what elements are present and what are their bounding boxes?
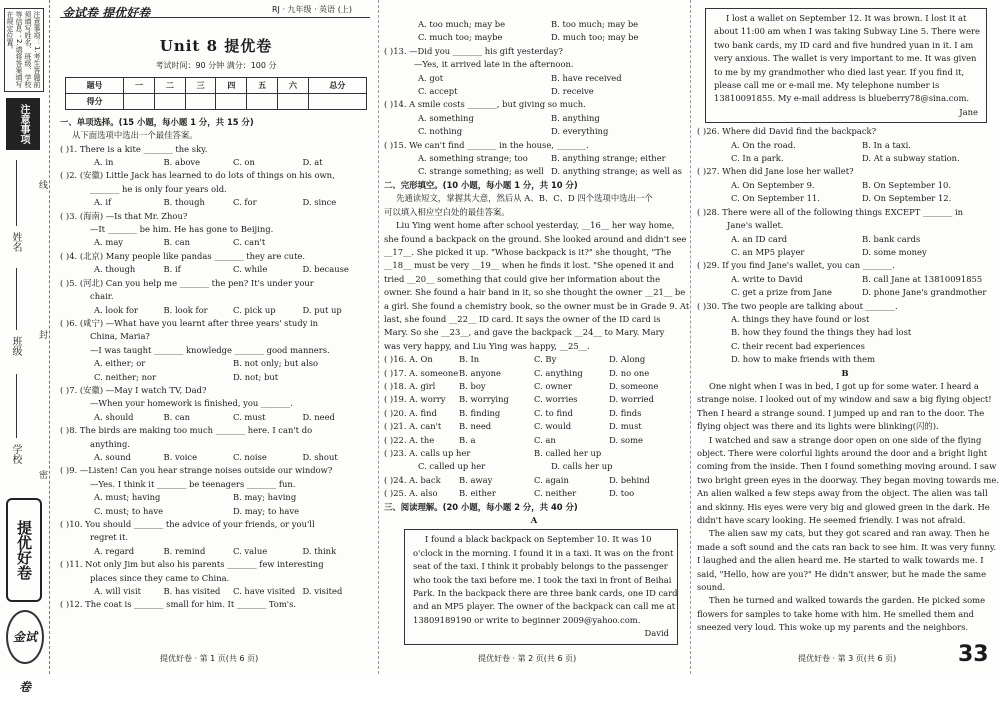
options: [697, 286, 993, 299]
section-heading: 三、阅读理解。(20 小题，每小题 2 分，共 40 分): [384, 501, 578, 512]
options: [384, 125, 684, 138]
notice-line: two bank cards, my ID card and five hundred yuan in it. I am: [714, 39, 974, 50]
option[interactable]: A. something: [418, 112, 474, 123]
column-3: [697, 6, 999, 635]
section-heading: 二、完形填空。(10 小题，每小题 1 分，共 10 分): [384, 179, 578, 190]
option[interactable]: C. pick up: [233, 304, 276, 315]
cloze-q[interactable]: ( )18. A. girl: [384, 380, 436, 391]
cloze-q[interactable]: ( )25. A. also: [384, 488, 438, 499]
cloze-row: [384, 460, 684, 473]
option[interactable]: B. above: [163, 157, 201, 168]
option[interactable]: B. boy: [459, 380, 486, 391]
options: [384, 31, 684, 44]
option[interactable]: D. no one: [609, 367, 650, 378]
options: [60, 196, 372, 209]
option[interactable]: D. too: [609, 488, 635, 499]
notice-signature: Jane: [959, 106, 978, 117]
passage-line: she found a backpack on the ground. She looked around and didn't see: [384, 233, 687, 244]
question: ( )9. —Listen! Can you hear strange noises outside our window?: [60, 465, 333, 476]
option[interactable]: B. look for: [163, 304, 208, 315]
option[interactable]: D. at: [302, 157, 323, 168]
option[interactable]: B. called her up: [534, 448, 602, 458]
score-header: 三: [185, 77, 216, 93]
options: [60, 451, 372, 464]
score-header: 六: [278, 77, 309, 93]
question: ( )6. (咸宁) —What have you learnt after three years' study in: [60, 317, 319, 328]
cloze-row: [384, 474, 684, 487]
passage-line: was very happy, and Liu Ying was happy, __25__.: [384, 340, 590, 351]
option[interactable]: C. accept: [418, 86, 458, 97]
question-cont: chair.: [90, 291, 114, 302]
cloze-row: [384, 487, 684, 500]
question: ( )29. If you find Jane's wallet, you can _______.: [697, 260, 895, 271]
option[interactable]: C. On September 11.: [731, 193, 820, 204]
option[interactable]: B. anything: [551, 112, 600, 123]
story-line: One night when I was in bed, I got up for some water. I heard a: [709, 380, 979, 391]
option[interactable]: A. if: [94, 197, 112, 208]
option[interactable]: B. have received: [551, 72, 622, 83]
brand-logo: 提优好卷: [6, 498, 42, 602]
options: [384, 85, 684, 98]
option[interactable]: C. have visited: [233, 586, 296, 597]
cloze-row: [384, 393, 684, 406]
option[interactable]: D. much too; may be: [551, 32, 639, 43]
school-line: [16, 374, 17, 438]
options: [697, 233, 993, 246]
question-cont: —It _______ be him. He has gone to Beijing.: [90, 224, 274, 235]
option[interactable]: B. if: [163, 264, 181, 275]
class-label: 班级: [10, 336, 21, 356]
question: ( )2. (安徽) Little Jack has learned to do lots of things on his own,: [60, 170, 335, 181]
question: ( )7. (安徽) —May I watch TV, Dad?: [60, 384, 207, 395]
option[interactable]: D. since: [302, 197, 337, 208]
option[interactable]: B. bank cards: [862, 233, 921, 244]
option[interactable]: B. finding: [459, 407, 501, 418]
score-header: 题号: [66, 77, 124, 93]
score-table: [65, 77, 367, 110]
notice-signature: David: [644, 628, 669, 639]
options: [384, 165, 684, 178]
option[interactable]: D. everything: [551, 126, 609, 137]
option[interactable]: A. must; having: [94, 492, 161, 503]
column-2: [384, 18, 690, 647]
strip-badge: 注意事项: [6, 98, 40, 150]
section-heading: 一、单项选择。(15 小题，每小题 1 分，共 15 分): [60, 116, 254, 127]
cloze-row: [384, 447, 684, 460]
question-cont: —I was taught _______ knowledge _______ good manners.: [90, 344, 330, 355]
option[interactable]: C. value: [233, 545, 268, 556]
option[interactable]: D. receive: [551, 86, 594, 97]
options: [697, 152, 993, 165]
page-footer: 提优好卷 · 第 1 页(共 6 页): [160, 654, 259, 663]
cloze-row: [384, 380, 684, 393]
option[interactable]: D. some: [609, 434, 643, 445]
cloze-row: [384, 420, 684, 433]
option[interactable]: D. must: [609, 421, 642, 432]
option[interactable]: D. someone: [609, 380, 659, 391]
option[interactable]: C. worries: [534, 394, 578, 405]
page-footer: 提优好卷 · 第 2 页(共 6 页): [478, 654, 577, 663]
option[interactable]: A. should: [94, 411, 134, 422]
option[interactable]: A. sound: [94, 451, 131, 462]
option[interactable]: B. a: [459, 434, 476, 445]
option[interactable]: D. Along: [609, 354, 646, 365]
option[interactable]: B. anything strange; either: [551, 153, 666, 164]
option[interactable]: D. phone Jane's grandmother: [862, 287, 987, 298]
question: ( )27. When did Jane lose her wallet?: [697, 166, 854, 177]
question-cont: Jane's wallet.: [727, 220, 784, 231]
options: [60, 304, 372, 317]
option[interactable]: C. an MP5 player: [731, 246, 805, 257]
option[interactable]: D. put up: [302, 304, 342, 315]
option[interactable]: C. for: [233, 197, 257, 208]
story-line: flying object was there and its lights were blinking(闪的).: [697, 421, 939, 432]
option[interactable]: B. In: [459, 354, 480, 365]
option[interactable]: B. In a taxi.: [862, 139, 911, 150]
score-header: 四: [216, 77, 247, 93]
option[interactable]: A. write to David: [731, 273, 803, 284]
option[interactable]: B. can: [163, 237, 191, 248]
story-line: said, "Hello, how are you?" He didn't answer, but he made the same: [697, 568, 987, 579]
question-cont: places since they came to China.: [90, 572, 230, 583]
question: ( )1. There is a kite _______ the sky.: [60, 143, 208, 154]
cloze-q[interactable]: ( )19. A. worry: [384, 394, 446, 405]
notice-box-b: [705, 8, 987, 123]
option[interactable]: B. can: [163, 411, 191, 422]
question-cont: regret it.: [90, 532, 129, 543]
passage-line: __17__. She picked it up. "Whose backpack is it?" she thought, "The: [384, 246, 672, 257]
story-line: two bright green eyes in the doorway. They began moving towards me.: [697, 474, 999, 485]
question-cont: China, Maria?: [90, 331, 150, 342]
options: [697, 246, 993, 259]
option[interactable]: D. how to make friends with them: [731, 354, 876, 365]
question: ( )15. We can't find _______ in the house, _______.: [384, 139, 589, 150]
option[interactable]: C. nothing: [418, 126, 463, 137]
option[interactable]: A. On September 9.: [731, 179, 815, 190]
options: [697, 179, 993, 192]
passage-line: Liu Ying went home after school yesterday, __16__ her way home,: [396, 220, 675, 231]
score-cell[interactable]: [216, 93, 247, 109]
section-instruction: 从下面选项中选出一个最佳答案。: [72, 130, 198, 141]
options: [60, 263, 372, 276]
page-number: 33: [958, 642, 989, 667]
option[interactable]: C. get a prize from Jane: [731, 287, 832, 298]
options: [384, 72, 684, 85]
cloze-row: [384, 434, 684, 447]
page-title: Unit 8 提优卷: [159, 37, 273, 55]
options: [384, 152, 684, 165]
options: [697, 192, 993, 205]
notice-line: to me by my grandmother who died last year. If you find it,: [714, 66, 965, 77]
exam-meta: 考试时间：90 分钟 满分：100 分: [155, 61, 277, 71]
option[interactable]: D. behind: [609, 474, 650, 485]
story-line: Then I heard a strange sound. I jumped up and ran to the door. The: [697, 407, 985, 418]
option[interactable]: B. anyone: [459, 367, 501, 378]
option[interactable]: A. will visit: [94, 586, 141, 597]
cloze-q[interactable]: ( )21. A. can't: [384, 421, 442, 432]
class-line: [16, 268, 17, 330]
story-line: An alien walked a few steps away from the object. The alien was tall: [697, 488, 988, 499]
cut-mark-dense: 密: [37, 470, 47, 479]
header-edition: RJ · 九年级 · 英语 (上): [272, 5, 352, 14]
option[interactable]: D. may; to have: [233, 505, 300, 516]
notice-line: 13810091855. My e-mail address is blueberry78@sina.com.: [714, 93, 970, 104]
option[interactable]: C. can't: [233, 237, 266, 248]
option[interactable]: A. in: [94, 157, 114, 168]
option[interactable]: C. must: [233, 411, 266, 422]
option[interactable]: C. By: [534, 354, 557, 365]
options: [60, 491, 372, 504]
option[interactable]: C. noise: [233, 451, 267, 462]
option[interactable]: B. On September 10.: [862, 179, 952, 190]
notice-line: very anxious. The wallet is very important to me. It was given: [714, 53, 977, 64]
options: [697, 273, 993, 286]
question: ( )12. The coat is _______ small for him. It _______ Tom's.: [60, 599, 297, 610]
option[interactable]: A. though: [94, 264, 136, 275]
score-cell[interactable]: [308, 93, 366, 109]
option[interactable]: B. how they found the things they had lost: [731, 327, 912, 338]
column-divider: [690, 0, 691, 674]
option[interactable]: D. some money: [862, 246, 927, 257]
story-line: I laughed and the alien heard me. He started to walk towards me. I: [697, 555, 984, 566]
part-label: B: [841, 367, 849, 378]
story-line: object. There were colorful lights around the door and a bright light: [697, 448, 988, 458]
notice-line: seat of the taxi. I think it probably belongs to the passenger: [413, 561, 668, 572]
question: ( )5. (河北) Can you help me _______ the pen? It's under your: [60, 277, 314, 288]
notice-line: o'clock in the morning. I found it in a taxi. It was on the front: [413, 547, 674, 558]
option[interactable]: C. neither: [534, 488, 577, 499]
cloze-q[interactable]: ( )23. A. calls up her: [384, 448, 471, 458]
option[interactable]: B. has visited: [163, 586, 221, 597]
option[interactable]: D. not; but: [233, 371, 279, 382]
options: [384, 18, 684, 31]
name-line: [16, 160, 17, 226]
question-cont: _______ he is only four years old.: [90, 183, 227, 194]
option[interactable]: B. away: [459, 474, 493, 485]
notice-line: 13809189190 or write to beginner 2009@yahoo.com.: [413, 614, 641, 625]
question: ( )11. Not only Jim but also his parents _______ few interesting: [60, 559, 324, 570]
option[interactable]: D. anything strange; as well as: [551, 166, 682, 177]
score-cell[interactable]: [185, 93, 216, 109]
story-line: coming from the inside. Then I found something moving around. I saw: [697, 461, 997, 472]
brand-seal: 金试卷: [6, 610, 44, 664]
notice-line: Park. In the backpack there are three bank cards, one ID card: [413, 588, 678, 599]
option[interactable]: A. too much; may be: [418, 19, 506, 29]
question-cont: —Yes, it arrived late in the afternoon.: [414, 59, 574, 70]
question: ( )14. A smile costs _______, but giving so much.: [384, 99, 586, 110]
options: [60, 156, 372, 169]
story-line: sound.: [697, 582, 726, 593]
option[interactable]: A. something strange; too: [418, 153, 528, 164]
options: [60, 411, 372, 424]
story-line: made a soft sound and the cats ran back to see him. It was very funny.: [697, 541, 997, 552]
option[interactable]: C. again: [534, 474, 569, 485]
option[interactable]: [303, 236, 373, 249]
notice-line: about 11:00 am when I was taking Subway Line 5. There were: [714, 26, 981, 37]
story-line: flowers for samples to take home with him. He smelled them and: [697, 608, 974, 619]
score-cell[interactable]: [124, 93, 155, 109]
option[interactable]: A. regard: [94, 545, 135, 556]
score-row-label: 得分: [66, 93, 124, 109]
score-header: 一: [124, 77, 155, 93]
options: [697, 139, 993, 152]
page-footer: 提优好卷 · 第 3 页(共 6 页): [798, 654, 897, 663]
question-cont: —Yes. I think it _______ be teenagers _______ fun.: [90, 478, 296, 489]
story-line: strange noise. I looked out of my window and saw a big flying object!: [697, 394, 992, 405]
cloze-row: [384, 407, 684, 420]
option[interactable]: B. may; having: [233, 492, 297, 503]
option[interactable]: D. On September 12.: [862, 193, 952, 204]
option[interactable]: C. anything: [534, 367, 583, 378]
question-cont: anything.: [90, 438, 130, 449]
option[interactable]: D. visited: [302, 586, 343, 597]
options: [384, 112, 684, 125]
notice-line: I found a black backpack on September 10. It was 10: [425, 534, 652, 545]
notice-box-a: [404, 529, 678, 644]
notice-line: please call me or e-mail me. My telephone number is: [714, 80, 940, 91]
option[interactable]: B. worrying: [459, 394, 509, 405]
notice-line: who took the taxi before me. I took the taxi in front of Beihai: [413, 574, 672, 585]
option[interactable]: B. remind: [163, 545, 206, 556]
column-1: [60, 18, 372, 612]
question: ( )30. The two people are talking about _______.: [697, 300, 898, 311]
option[interactable]: C. must; to have: [94, 505, 164, 516]
option[interactable]: B. voice: [163, 451, 198, 462]
option[interactable]: C. owner: [534, 380, 572, 391]
options: [60, 505, 372, 518]
question-cont: —When your homework is finished, you _______.: [90, 398, 293, 409]
part-label: A: [530, 515, 538, 526]
question: ( )8. The birds are making too much _______ here. I can't do: [60, 425, 313, 436]
passage-line: Mary. So she __23__, and gave the backpack __24__ to Mary. Mary: [384, 327, 665, 338]
option[interactable]: A. an ID card: [731, 233, 788, 244]
story-line: Then he turned and walked towards the garden. He picked some: [709, 595, 986, 606]
score-cell[interactable]: [247, 93, 278, 109]
cloze-q[interactable]: ( )22. A. the: [384, 434, 435, 445]
question: ( )13. —Did you _______ his gift yesterday?: [384, 45, 563, 56]
option[interactable]: A. got: [418, 72, 444, 83]
cut-mark-line: 线: [37, 180, 47, 189]
cloze-q[interactable]: ( )24. A. back: [384, 474, 441, 485]
story-line: The alien saw my cats, but they got scared and ran away. Then he: [709, 528, 990, 539]
option[interactable]: C. neither; nor: [94, 371, 157, 382]
name-label: 姓名: [10, 232, 21, 252]
option[interactable]: C. called up her: [418, 461, 486, 472]
cloze-row: [384, 353, 684, 366]
option[interactable]: C. strange something; as well: [418, 166, 544, 177]
option[interactable]: B. though: [163, 197, 205, 208]
strip-notice: 注意事项：1.考生答题前须填写姓名、班级、学校等信息；2.请将答案填写在规定位置。: [4, 8, 44, 92]
option[interactable]: C. an: [534, 434, 556, 445]
option[interactable]: D. At a subway station.: [862, 153, 960, 164]
option[interactable]: C. their recent bad experiences: [731, 340, 865, 351]
cloze-q[interactable]: ( )16. A. On: [384, 354, 433, 365]
story-line: didn't have scary looking. He seemed friendly. I was not afraid.: [697, 515, 966, 526]
question: ( )3. (海南) —Is that Mr. Zhou?: [60, 210, 188, 221]
section-instruction: 先通读短文，掌握其大意，然后从 A、B、C、D 四个选项中选出一个: [396, 193, 653, 204]
option[interactable]: C. while: [233, 264, 268, 275]
options: [60, 236, 372, 249]
school-label: 学校: [10, 444, 21, 464]
score-header: 总分: [308, 77, 366, 93]
cloze-row: [384, 367, 684, 380]
score-cell[interactable]: [278, 93, 309, 109]
passage-line: __18__ must be very __19__ when he finds it lost. "She opened it and: [384, 260, 674, 271]
score-header: 五: [247, 77, 278, 93]
option[interactable]: B. either: [459, 488, 496, 499]
option[interactable]: A. things they have found or lost: [731, 313, 870, 324]
option[interactable]: D. worried: [609, 394, 654, 405]
cut-mark-seal: 封: [37, 330, 47, 339]
score-header: 二: [154, 77, 185, 93]
options: [60, 585, 372, 598]
notice-line: and an MP5 player. The owner of the backpack can call me at: [413, 601, 676, 612]
story-line: I watched and saw a strange door open on one side of the flying: [709, 434, 982, 445]
question: ( )4. (北京) Many people like pandas _______ they are cute.: [60, 250, 306, 261]
option[interactable]: A. may: [94, 237, 124, 248]
option[interactable]: B. call Jane at 13810091855: [862, 273, 983, 284]
option[interactable]: D. shout: [302, 451, 338, 462]
passage-line: last, she found __22__ ID card. It says the owner of the ID card is: [384, 313, 661, 324]
option[interactable]: B. too much; may be: [551, 19, 639, 29]
story-line: sneezed very loud. This woke up my parents and the neighbors.: [697, 622, 969, 633]
score-cell[interactable]: [154, 93, 185, 109]
options: [60, 357, 372, 370]
option[interactable]: D. need: [302, 411, 335, 422]
passage-line: a girl. She found a chemistry book, so the owner must be in Grade 9. At: [384, 300, 690, 311]
story-line: and skinny. His eyes were very big and glowed green in the dark. He: [697, 501, 990, 512]
option[interactable]: C. would: [534, 421, 572, 432]
cloze-q[interactable]: ( )20. A. find: [384, 407, 437, 418]
option[interactable]: C. much too; maybe: [418, 32, 503, 43]
question: ( )26. Where did David find the backpack?: [697, 126, 877, 137]
cloze-q[interactable]: ( )17. A. someone: [384, 367, 459, 378]
question: ( )10. You should _______ the advice of your friends, or you'll: [60, 519, 315, 529]
option[interactable]: A. look for: [94, 304, 139, 315]
option[interactable]: B. not only; but also: [233, 358, 319, 369]
section-instruction: 可以填入相应空白处的最佳答案。: [384, 206, 510, 217]
column-divider: [378, 0, 379, 674]
option[interactable]: C. In a park.: [731, 153, 784, 164]
option[interactable]: D. because: [302, 264, 349, 275]
option[interactable]: D. finds: [609, 407, 642, 418]
options: [60, 545, 372, 558]
option[interactable]: D. calls her up: [551, 461, 613, 472]
passage-line: tried __20__ something that could give her information about the: [384, 273, 661, 284]
option[interactable]: B. need: [459, 421, 492, 432]
options: [60, 371, 372, 384]
option[interactable]: C. on: [233, 157, 255, 168]
option[interactable]: D. think: [302, 545, 337, 556]
header-logo: 金试卷 提优好卷: [62, 6, 151, 20]
option[interactable]: A. either; or: [94, 358, 146, 369]
binding-strip: [0, 0, 50, 694]
question: ( )28. There were all of the following things EXCEPT _______ in: [697, 206, 964, 217]
passage-line: owner. She found a hair band in it, so she thought the owner __21__ be: [384, 287, 686, 298]
notice-line: I lost a wallet on September 12. It was brown. I lost it at: [726, 13, 967, 23]
option[interactable]: A. On the road.: [731, 139, 796, 150]
option[interactable]: C. to find: [534, 407, 573, 418]
